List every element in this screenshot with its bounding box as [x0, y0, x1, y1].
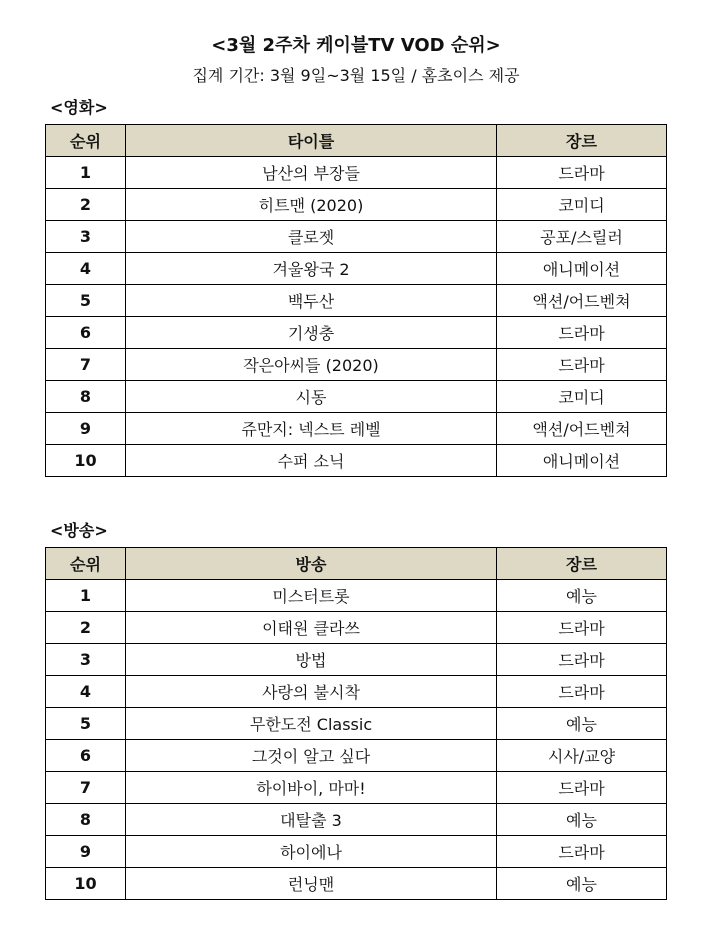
title-cell: 클로젯 — [126, 221, 497, 253]
genre-cell: 액션/어드벤쳐 — [497, 285, 667, 317]
broadcast-section-label: <방송> — [50, 521, 108, 540]
table-row — [46, 580, 667, 612]
table-row — [46, 644, 667, 676]
rank-cell: 8 — [46, 804, 126, 836]
genre-cell: 드라마 — [497, 317, 667, 349]
rank-cell: 1 — [46, 157, 126, 189]
title-cell: 런닝맨 — [126, 868, 497, 900]
table-row — [46, 772, 667, 804]
table-row — [46, 157, 667, 189]
genre-cell: 예능 — [497, 708, 667, 740]
genre-cell: 시사/교양 — [497, 740, 667, 772]
title-cell: 쥬만지: 넥스트 레벨 — [126, 413, 497, 445]
table-row — [46, 317, 667, 349]
genre-cell: 액션/어드벤쳐 — [497, 413, 667, 445]
genre-cell: 예능 — [497, 868, 667, 900]
table-row — [46, 740, 667, 772]
rank-cell: 9 — [46, 413, 126, 445]
rank-cell: 6 — [46, 317, 126, 349]
genre-cell: 드라마 — [497, 676, 667, 708]
genre-cell: 드라마 — [497, 836, 667, 868]
table-row — [46, 413, 667, 445]
column-header-program: 방송 — [126, 548, 497, 580]
column-header-title: 타이틀 — [126, 125, 497, 157]
column-header-rank: 순위 — [46, 125, 126, 157]
rank-cell: 3 — [46, 644, 126, 676]
title-cell: 사랑의 불시착 — [126, 676, 497, 708]
title-cell: 겨울왕국 2 — [126, 253, 497, 285]
title-cell: 하이에나 — [126, 836, 497, 868]
title-cell: 백두산 — [126, 285, 497, 317]
genre-cell: 드라마 — [497, 612, 667, 644]
table-row — [46, 676, 667, 708]
rank-cell: 5 — [46, 285, 126, 317]
rank-cell: 2 — [46, 189, 126, 221]
title-cell: 대탈출 3 — [126, 804, 497, 836]
table-header-row — [46, 125, 667, 157]
rank-cell: 8 — [46, 381, 126, 413]
table-row — [46, 349, 667, 381]
genre-cell: 드라마 — [497, 349, 667, 381]
title-cell: 무한도전 Classic — [126, 708, 497, 740]
broadcast-ranking-table — [45, 547, 667, 900]
rank-cell: 7 — [46, 349, 126, 381]
column-header-genre: 장르 — [497, 548, 667, 580]
title-cell: 방법 — [126, 644, 497, 676]
column-header-genre: 장르 — [497, 125, 667, 157]
table-row — [46, 612, 667, 644]
table-row — [46, 445, 667, 477]
genre-cell: 코미디 — [497, 381, 667, 413]
movie-ranking-table — [45, 124, 667, 477]
title-cell: 남산의 부장들 — [126, 157, 497, 189]
genre-cell: 애니메이션 — [497, 253, 667, 285]
page-title: <3월 2주차 케이블TV VOD 순위> — [211, 35, 501, 56]
table-row — [46, 708, 667, 740]
title-cell: 그것이 알고 싶다 — [126, 740, 497, 772]
table-row — [46, 253, 667, 285]
rank-cell: 3 — [46, 221, 126, 253]
title-cell: 시동 — [126, 381, 497, 413]
rank-cell: 7 — [46, 772, 126, 804]
page-subtitle: 집계 기간: 3월 9일~3월 15일 / 홈초이스 제공 — [192, 66, 520, 85]
table-row — [46, 836, 667, 868]
rank-cell: 2 — [46, 612, 126, 644]
table-row — [46, 285, 667, 317]
title-cell: 이태원 클라쓰 — [126, 612, 497, 644]
genre-cell: 코미디 — [497, 189, 667, 221]
rank-cell: 10 — [46, 445, 126, 477]
column-header-rank: 순위 — [46, 548, 126, 580]
rank-cell: 4 — [46, 253, 126, 285]
title-cell: 히트맨 (2020) — [126, 189, 497, 221]
rank-cell: 6 — [46, 740, 126, 772]
genre-cell: 드라마 — [497, 772, 667, 804]
table-row — [46, 189, 667, 221]
rank-cell: 5 — [46, 708, 126, 740]
movie-section-label: <영화> — [50, 98, 108, 117]
title-cell: 작은아씨들 (2020) — [126, 349, 497, 381]
title-cell: 수퍼 소닉 — [126, 445, 497, 477]
genre-cell: 예능 — [497, 804, 667, 836]
table-row — [46, 221, 667, 253]
table-header-row — [46, 548, 667, 580]
title-cell: 미스터트롯 — [126, 580, 497, 612]
table-row — [46, 804, 667, 836]
genre-cell: 드라마 — [497, 644, 667, 676]
rank-cell: 10 — [46, 868, 126, 900]
genre-cell: 드라마 — [497, 157, 667, 189]
rank-cell: 4 — [46, 676, 126, 708]
table-row — [46, 868, 667, 900]
rank-cell: 9 — [46, 836, 126, 868]
rank-cell: 1 — [46, 580, 126, 612]
title-cell: 하이바이, 마마! — [126, 772, 497, 804]
genre-cell: 공포/스릴러 — [497, 221, 667, 253]
table-row — [46, 381, 667, 413]
genre-cell: 예능 — [497, 580, 667, 612]
title-cell: 기생충 — [126, 317, 497, 349]
genre-cell: 애니메이션 — [497, 445, 667, 477]
